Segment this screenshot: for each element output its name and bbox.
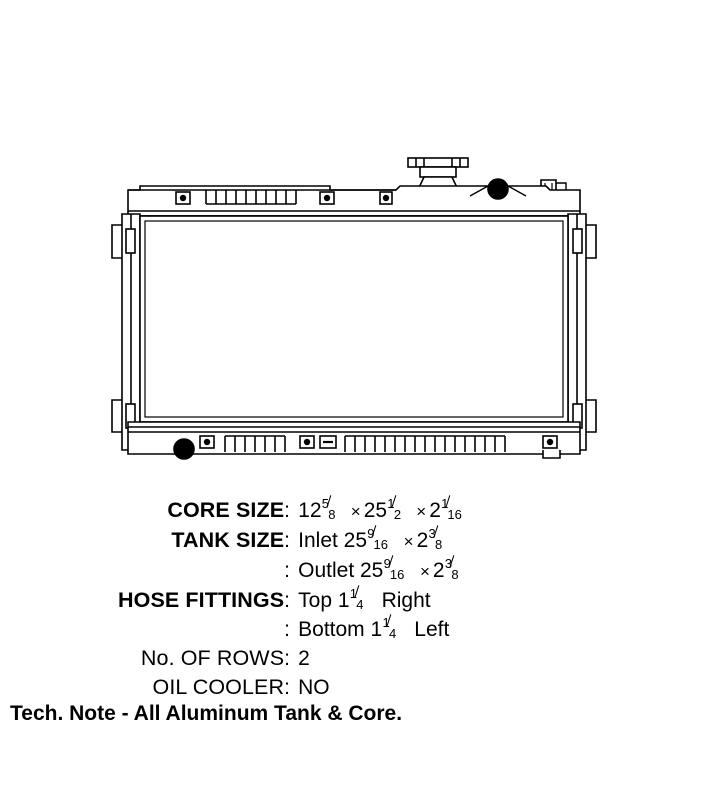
fraction: 5 8	[322, 496, 348, 517]
spec-row	[118, 496, 475, 526]
fraction: 1 4	[350, 586, 376, 607]
radiator-core	[140, 216, 568, 422]
spec-label: CORE SIZE	[167, 498, 285, 522]
spec-value: Inlet 25 9 16 × 2 3 8	[298, 526, 474, 556]
spec-row	[118, 586, 475, 615]
spec-row	[118, 673, 475, 702]
spec-label: TANK SIZE	[171, 528, 285, 552]
top-tank	[128, 179, 580, 216]
spec-label	[118, 615, 284, 644]
specification-table	[0, 496, 711, 726]
bottom-tank	[128, 422, 580, 459]
spec-colon: :	[284, 676, 290, 699]
spec-row	[118, 615, 475, 644]
spec-colon: :	[284, 559, 290, 582]
fraction: 9 16	[367, 526, 389, 552]
spec-value: Bottom 1 1 4 Left	[298, 615, 450, 641]
spec-row	[118, 526, 475, 556]
fraction: 9 16	[383, 556, 405, 582]
spec-value: NO	[298, 676, 330, 699]
spec-row	[118, 556, 475, 586]
spec-colon: :	[284, 618, 290, 641]
spec-value: Top 1 1 4 Right	[298, 586, 431, 612]
spec-colon: :	[284, 529, 290, 552]
spec-label: OIL COOLER	[152, 675, 285, 699]
spec-value: 12 5 8 × 25 1 2 × 2 1 16	[298, 496, 474, 526]
spec-label: HOSE FITTINGS	[118, 588, 285, 612]
spec-value: 2	[298, 647, 310, 670]
right-side-channel	[568, 214, 596, 450]
spec-label: No. OF ROWS	[140, 646, 285, 670]
left-side-channel	[112, 214, 140, 450]
spec-label	[118, 556, 284, 586]
fraction: 1 2	[387, 496, 413, 517]
fraction: 1 16	[441, 496, 462, 522]
spec-colon: :	[284, 499, 290, 522]
fraction: 1 4	[382, 615, 408, 636]
tech-note: Tech. Note - All Aluminum Tank & Core.	[10, 702, 403, 725]
spec-rows	[118, 496, 475, 702]
fraction: 3 8	[445, 556, 471, 577]
spec-row	[118, 644, 475, 673]
fraction: 3 8	[428, 526, 454, 547]
spec-colon: :	[284, 589, 290, 612]
spec-colon: :	[284, 647, 290, 670]
spec-value: Outlet 25 9 16 × 2 3 8	[298, 556, 474, 586]
